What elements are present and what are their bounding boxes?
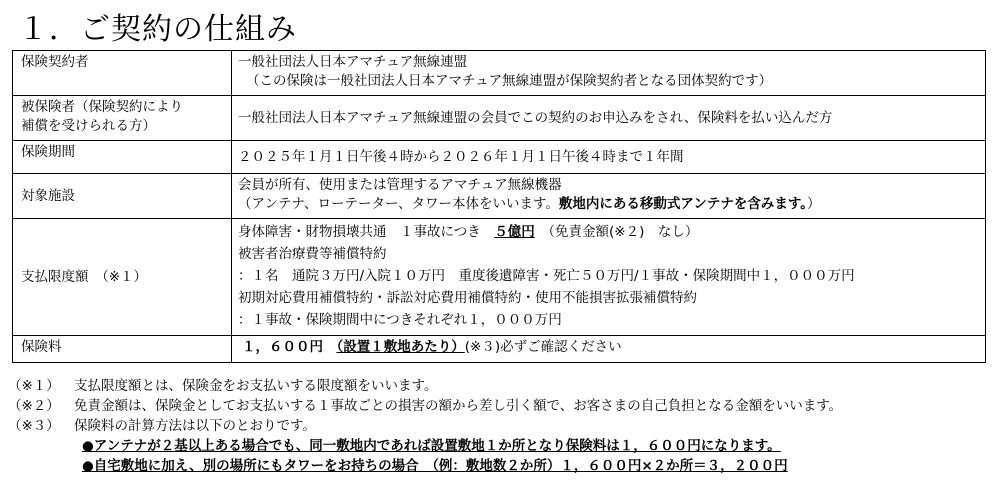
note-2 (8, 396, 988, 416)
limit-line1 (238, 221, 979, 243)
note-1-text: 支払限度額とは、保険金をお支払いする限度額をいいます。 (74, 378, 438, 394)
insured-label-line2: 補償を受けられる方） (21, 118, 156, 134)
note-2-text: 免責金額は、保険金としてお支払いする１事故ごとの損害の額から差し引く額で、お客さまの自己負担となる金額をいいます。 (74, 398, 843, 414)
note-3-sub-2: ●自宅敷地に加え、別の場所にもタワーをお持ちの場合 （例：敷地数２か所）１，６００円×２か所＝３，２００円 (82, 458, 788, 474)
row-limit (13, 219, 986, 336)
facility-line2-suffix: ） (807, 196, 821, 212)
insured-label-line1: 被保険者（保険契約により (21, 99, 183, 115)
limit-line3: ：１名 通院３万円/入院１０万円 重度後遺障害・死亡５０万円/１事故・保険期間中１，０００万円 (238, 268, 855, 284)
note-3-sub-1: ●アンテナが２基以上ある場合でも、同一敷地内であれば設置敷地１か所となり保険料は１，６００円になります。 (82, 438, 781, 454)
limit-line1-prefix: 身体障害・財物損壊共通 １事故につき (238, 224, 495, 240)
period-label: 保険期間 (13, 141, 232, 174)
note-2-mark: （※２） (8, 398, 60, 414)
section-title: １．ご契約の仕組み (18, 12, 297, 47)
premium-per-site: （設置１敷地あたり） (336, 339, 465, 355)
premium-amount: １，６００円 (242, 339, 323, 355)
facility-line2-prefix: （アンテナ、ローテーター、タワー本体をいいます。 (238, 196, 559, 212)
row-facility (13, 174, 986, 219)
facility-line1: 会員が所有、使用または管理するアマチュア無線機器 (238, 177, 562, 193)
contract-table (12, 50, 986, 363)
limit-value (232, 219, 986, 336)
premium-label: 保険料 (13, 336, 232, 363)
note-3-mark: （※３） (8, 418, 60, 434)
facility-label: 対象施設 (13, 174, 232, 219)
row-insured (13, 96, 986, 141)
insured-label (13, 96, 232, 141)
policyholder-value (232, 51, 986, 96)
policyholder-line2: （この保険は一般社団法人日本アマチュア無線連盟が保険契約者となる団体契約です） (246, 73, 773, 89)
insured-value: 一般社団法人日本アマチュア無線連盟の会員でこの契約のお申込みをされ、保険料を払い込んだ方 (232, 96, 986, 141)
policyholder-line1: 一般社団法人日本アマチュア無線連盟 (238, 54, 468, 70)
limit-line4: 初期対応費用補償特約・訴訟対応費用補償特約・使用不能損害拡張補償特約 (238, 290, 697, 306)
row-period (13, 141, 986, 174)
row-premium (13, 336, 986, 363)
note-3 (8, 416, 988, 436)
limit-line1-suffix: （免責金額(※２) なし） (534, 224, 699, 240)
facility-line2-bold: 敷地内にある移動式アンテナを含みます。 (558, 196, 808, 212)
note-1 (8, 376, 988, 396)
premium-value (232, 336, 986, 363)
policyholder-label: 保険契約者 (13, 51, 232, 96)
limit-line5: ：１事故・保険期間中につきそれぞれ１，０００万円 (238, 312, 562, 328)
period-value: ２０２５年１月１日午後４時から２０２６年１月１日午後４時まで１年間 (232, 141, 986, 174)
limit-line2: 被害者治療費等補償特約 (238, 246, 387, 262)
facility-value (232, 174, 986, 219)
row-policyholder (13, 51, 986, 96)
limit-amount: ５億円 (494, 224, 535, 240)
limit-label: 支払限度額 （※１） (13, 219, 232, 336)
facility-line2 (238, 195, 979, 214)
note-1-mark: （※１） (8, 378, 60, 394)
notes (8, 376, 988, 476)
note-3-text: 保険料の計算方法は以下のとおりです。 (74, 418, 316, 434)
premium-suffix: (※３)必ずご確認ください (464, 339, 622, 355)
